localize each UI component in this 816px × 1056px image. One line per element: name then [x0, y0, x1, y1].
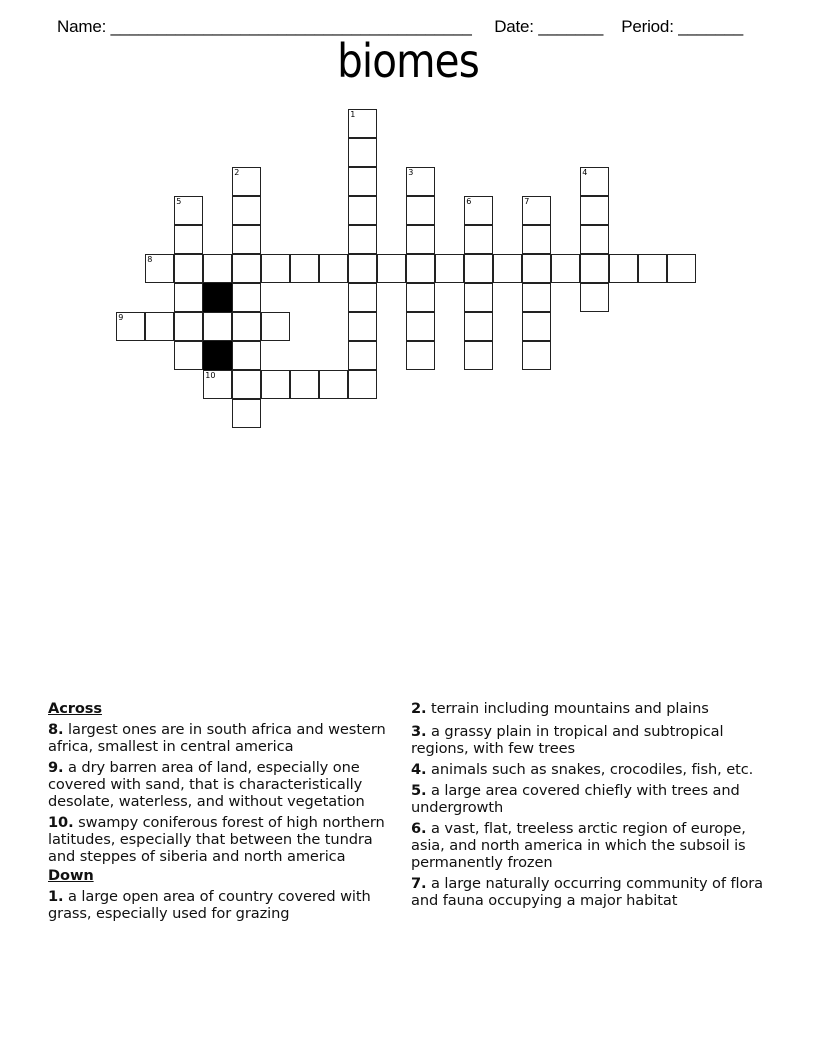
grid-cell[interactable]: [290, 254, 319, 283]
grid-cell[interactable]: [261, 370, 290, 399]
grid-cell[interactable]: [232, 196, 261, 225]
grid-cell[interactable]: [580, 283, 609, 312]
grid-cell[interactable]: [319, 370, 348, 399]
clues-left-column: [48, 700, 398, 926]
grid-cell[interactable]: [145, 312, 174, 341]
grid-cell[interactable]: [174, 283, 203, 312]
clue-number: 8: [147, 255, 153, 265]
grid-cell[interactable]: [522, 196, 551, 225]
clue-number: 4: [582, 168, 588, 178]
grid-cell[interactable]: [580, 196, 609, 225]
grid-cell[interactable]: [435, 254, 464, 283]
grid-cell[interactable]: [232, 341, 261, 370]
clue-across-10: 10. swampy coniferous forest of high northern latitudes, especially that between the tundra and steppes of siberia and north america: [48, 814, 385, 865]
grid-cell[interactable]: [174, 312, 203, 341]
clues-right-column: [411, 700, 771, 913]
grid-cell[interactable]: [348, 138, 377, 167]
grid-cell[interactable]: [174, 196, 203, 225]
grid-cell[interactable]: [232, 167, 261, 196]
grid-cell[interactable]: [580, 254, 609, 283]
clue-number: 10: [205, 371, 216, 381]
grid-cell[interactable]: [522, 341, 551, 370]
clue-number: 6: [466, 197, 472, 207]
clue-across-9: 9. a dry barren area of land, especially one covered with sand, that is characteristically desolate, waterless, and without vegetation: [48, 759, 365, 810]
black-cell: [203, 341, 232, 370]
grid-cell[interactable]: [580, 167, 609, 196]
date-blank[interactable]: _______: [533, 17, 604, 36]
grid-cell[interactable]: [522, 225, 551, 254]
grid-cell[interactable]: [464, 196, 493, 225]
grid-cell[interactable]: [319, 254, 348, 283]
across-heading: Across: [48, 700, 102, 717]
grid-cell[interactable]: [232, 254, 261, 283]
grid-cell[interactable]: [203, 370, 232, 399]
clue-down-5: 5. a large area covered chiefly with trees and undergrowth: [411, 782, 740, 816]
grid-cell[interactable]: [406, 341, 435, 370]
grid-cell[interactable]: [464, 225, 493, 254]
clue-down-6: 6. a vast, flat, treeless arctic region of europe, asia, and north america in which the subsoil is permanently frozen: [411, 820, 746, 871]
clue-number: 1: [350, 110, 356, 120]
grid-cell[interactable]: [348, 225, 377, 254]
grid-cell[interactable]: [464, 312, 493, 341]
grid-cell[interactable]: [232, 225, 261, 254]
clue-number: 3: [408, 168, 414, 178]
grid-cell[interactable]: [493, 254, 522, 283]
grid-cell[interactable]: [667, 254, 696, 283]
name-label: Name:: [57, 17, 107, 36]
grid-cell[interactable]: [406, 196, 435, 225]
grid-cell[interactable]: [203, 254, 232, 283]
clue-down-1: 1. a large open area of country covered with grass, especially used for grazing: [48, 888, 371, 922]
grid-cell[interactable]: [348, 370, 377, 399]
grid-cell[interactable]: [348, 312, 377, 341]
grid-cell[interactable]: [348, 167, 377, 196]
grid-cell[interactable]: [348, 283, 377, 312]
grid-cell[interactable]: [116, 312, 145, 341]
grid-cell[interactable]: [232, 283, 261, 312]
grid-cell[interactable]: [348, 254, 377, 283]
grid-cell[interactable]: [580, 225, 609, 254]
grid-cell[interactable]: [464, 341, 493, 370]
crossword-grid: [0, 0, 816, 440]
grid-cell[interactable]: [377, 254, 406, 283]
grid-cell[interactable]: [638, 254, 667, 283]
clue-across-8: 8. largest ones are in south africa and western africa, smallest in central america: [48, 721, 386, 755]
page-title: biomes: [337, 34, 479, 88]
grid-cell[interactable]: [348, 109, 377, 138]
grid-cell[interactable]: [609, 254, 638, 283]
grid-cell[interactable]: [406, 312, 435, 341]
grid-cell[interactable]: [406, 283, 435, 312]
clue-number: 2: [234, 168, 240, 178]
grid-cell[interactable]: [174, 254, 203, 283]
clue-down-3: 3. a grassy plain in tropical and subtropical regions, with few trees: [411, 723, 724, 757]
clue-number: 5: [176, 197, 182, 207]
date-label: Date:: [494, 17, 534, 36]
clue-number: 7: [524, 197, 530, 207]
grid-cell[interactable]: [348, 341, 377, 370]
grid-cell[interactable]: [174, 225, 203, 254]
period-blank[interactable]: _______: [673, 17, 744, 36]
grid-cell[interactable]: [232, 399, 261, 428]
clue-down-7: 7. a large naturally occurring community of flora and fauna occupying a major habitat: [411, 875, 764, 909]
period-label: Period:: [621, 17, 674, 36]
grid-cell[interactable]: [551, 254, 580, 283]
grid-cell[interactable]: [522, 254, 551, 283]
grid-cell[interactable]: [522, 283, 551, 312]
grid-cell[interactable]: [232, 370, 261, 399]
grid-cell[interactable]: [174, 341, 203, 370]
grid-cell[interactable]: [261, 312, 290, 341]
grid-cell[interactable]: [406, 225, 435, 254]
grid-cell[interactable]: [348, 196, 377, 225]
clue-number: 9: [118, 313, 124, 323]
name-blank[interactable]: _______________________________________: [106, 17, 472, 36]
grid-cell[interactable]: [464, 254, 493, 283]
clue-down-4: 4. animals such as snakes, crocodiles, fish, etc.: [411, 761, 754, 778]
grid-cell[interactable]: [290, 370, 319, 399]
down-heading: Down: [48, 867, 94, 884]
grid-cell[interactable]: [522, 312, 551, 341]
grid-cell[interactable]: [145, 254, 174, 283]
black-cell: [203, 283, 232, 312]
grid-cell[interactable]: [232, 312, 261, 341]
grid-cell[interactable]: [406, 254, 435, 283]
clue-down-2: 2. terrain including mountains and plains: [411, 700, 709, 717]
grid-cell[interactable]: [203, 312, 232, 341]
grid-cell[interactable]: [406, 167, 435, 196]
grid-cell[interactable]: [464, 283, 493, 312]
grid-cell[interactable]: [261, 254, 290, 283]
